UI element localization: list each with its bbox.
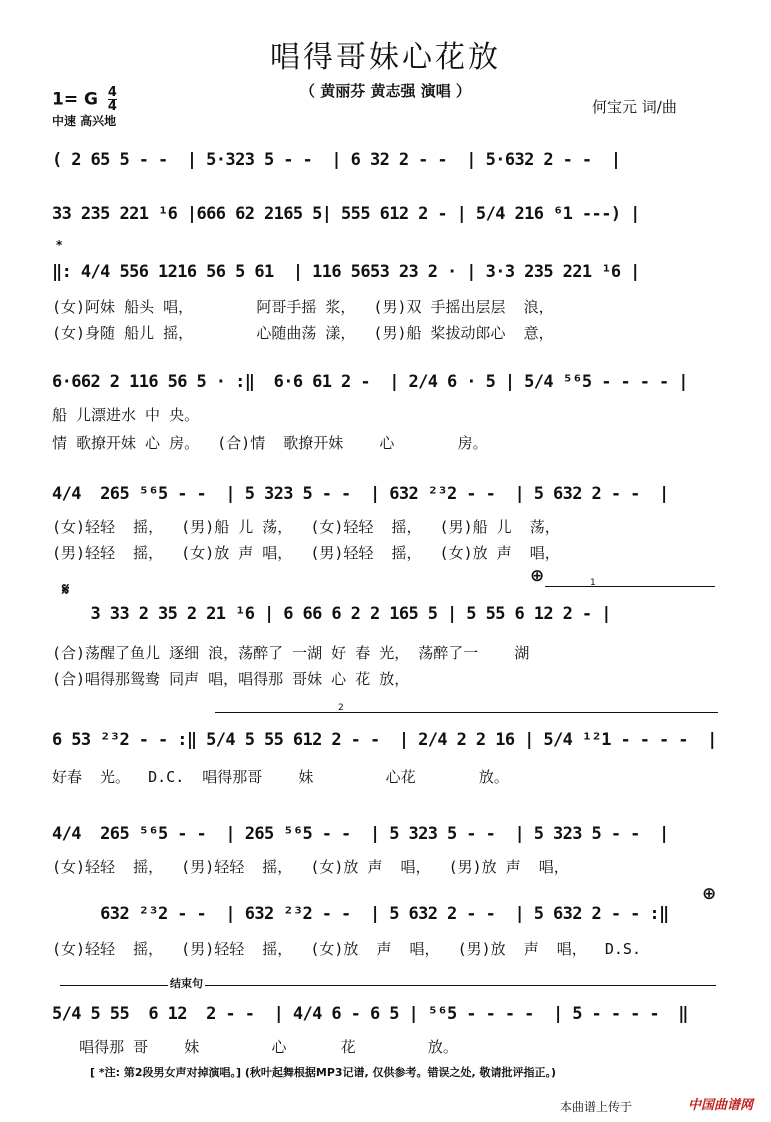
coda-sign-2: ⊕ (702, 884, 717, 904)
volta-1-bracket (545, 586, 715, 587)
ending-bracket (60, 985, 716, 986)
lyric-line-4a: 船 儿漂进水 中 央。 (52, 406, 200, 424)
key-text: 1= G (52, 89, 98, 110)
segno-sign: 𝄋 (62, 580, 70, 600)
lyric-line-3a: (女)阿妹 船头 唱， 阿哥手摇 浆， (男)双 手摇出层层 浪， (52, 298, 554, 316)
lyric-line-6a: (合)荡醒了鱼儿 逐细 浪，荡醉了 一湖 好 春 光， 荡醉了一 湖 (52, 644, 530, 662)
notation-line-4: 6·662 2 116 56 5 · :‖ 6·6 61 2 - | 2/4 6 · 5 | 5/4 ⁵⁶5 - - - - | (52, 372, 688, 392)
tempo-marking: 中速 高兴地 (52, 114, 117, 128)
singers-line: （ 黄丽芬 黄志强 演唱 ） (300, 82, 471, 100)
site-logo[interactable]: 中国曲谱网 (688, 1098, 754, 1113)
lyric-line-5b: (男)轻轻 摇， (女)放 声 唱， (男)轻轻 摇， (女)放 声 唱， (52, 544, 560, 562)
ending-label: 结束句 (170, 977, 203, 990)
time-bottom: 4 (107, 99, 117, 114)
notation-line-1: ( 2 65 5 - - | 5·323 5 - - | 6 32 2 - - | 5·632 2 - - | (52, 150, 621, 170)
notation-line-3: ‖: 4/4 556 1216 56 5 61 | 116 5653 23 2 · | 3·3 235 221 ¹6 | (52, 262, 640, 282)
song-title: 唱得哥妹心花放 (270, 40, 501, 75)
notation-line-6: 3 33 2 35 2 21 ¹6 | 6 66 6 2 2 165 5 | 5 55 6 12 2 - | (52, 604, 611, 624)
asterisk-mark: * (56, 238, 63, 252)
notation-line-2: 33 235 221 ¹6 |666 62 2165 5| 555 612 2 - | 5/4 216 ⁶1 ---) | (52, 204, 640, 224)
lyric-line-5a: (女)轻轻 摇， (男)船 儿 荡， (女)轻轻 摇， (男)船 儿 荡， (52, 518, 560, 536)
lyric-line-3b: (女)身随 船儿 摇， 心随曲荡 漾， (男)船 桨拔动郎心 意， (52, 324, 554, 342)
lyric-line-4b: 情 歌撩开妹 心 房。 (合)情 歌撩开妹 心 房。 (52, 434, 488, 452)
volta-2-label: 2 (338, 703, 344, 713)
coda-sign-1: ⊕ (530, 566, 545, 586)
lyric-line-10: 唱得那 哥 妹 心 花 放。 (52, 1038, 458, 1056)
time-top: 4 (107, 85, 117, 100)
composer-credit: 何宝元 词/曲 (592, 98, 677, 116)
time-signature (108, 86, 117, 113)
notation-line-9: 632 ²³2 - - | 632 ²³2 - - | 5 632 2 - - | 5 632 2 - - :‖ (52, 904, 669, 924)
lyric-line-6b: (合)唱得那鸳鸯 同声 唱，唱得那 哥妹 心 花 放， (52, 670, 410, 688)
volta-1-label: 1 (590, 578, 596, 588)
lyric-line-7: 好春 光。 D.C. 唱得那哥 妹 心花 放。 (52, 768, 509, 786)
volta-2-bracket (215, 712, 718, 713)
key-signature (52, 86, 117, 113)
notation-line-7: 6 53 ²³2 - - :‖ 5/4 5 55 612 2 - - | 2/4 2 2 16 | 5/4 ¹²1 - - - - | (52, 730, 717, 750)
upload-text: 本曲谱上传于 (560, 1100, 633, 1114)
notation-line-5: 4/4 265 ⁵⁶5 - - | 5 323 5 - - | 632 ²³2 - - | 5 632 2 - - | (52, 484, 669, 504)
lyric-line-8: (女)轻轻 摇， (男)轻轻 摇， (女)放 声 唱， (男)放 声 唱， (52, 858, 569, 876)
notation-line-8: 4/4 265 ⁵⁶5 - - | 265 ⁵⁶5 - - | 5 323 5 - - | 5 323 5 - - | (52, 824, 669, 844)
notation-line-10: 5/4 5 55 6 12 2 - - | 4/4 6 - 6 5 | ⁵⁶5 - - - - | 5 - - - - ‖ (52, 1004, 688, 1024)
lyric-line-9: (女)轻轻 摇， (男)轻轻 摇， (女)放 声 唱， (男)放 声 唱， D.S. (52, 940, 641, 958)
footnote: [ *注: 第2段男女声对掉演唱。] (秋叶起舞根据MP3记谱, 仅供参考。错误之处, 敬请批评指正。) (90, 1066, 557, 1079)
